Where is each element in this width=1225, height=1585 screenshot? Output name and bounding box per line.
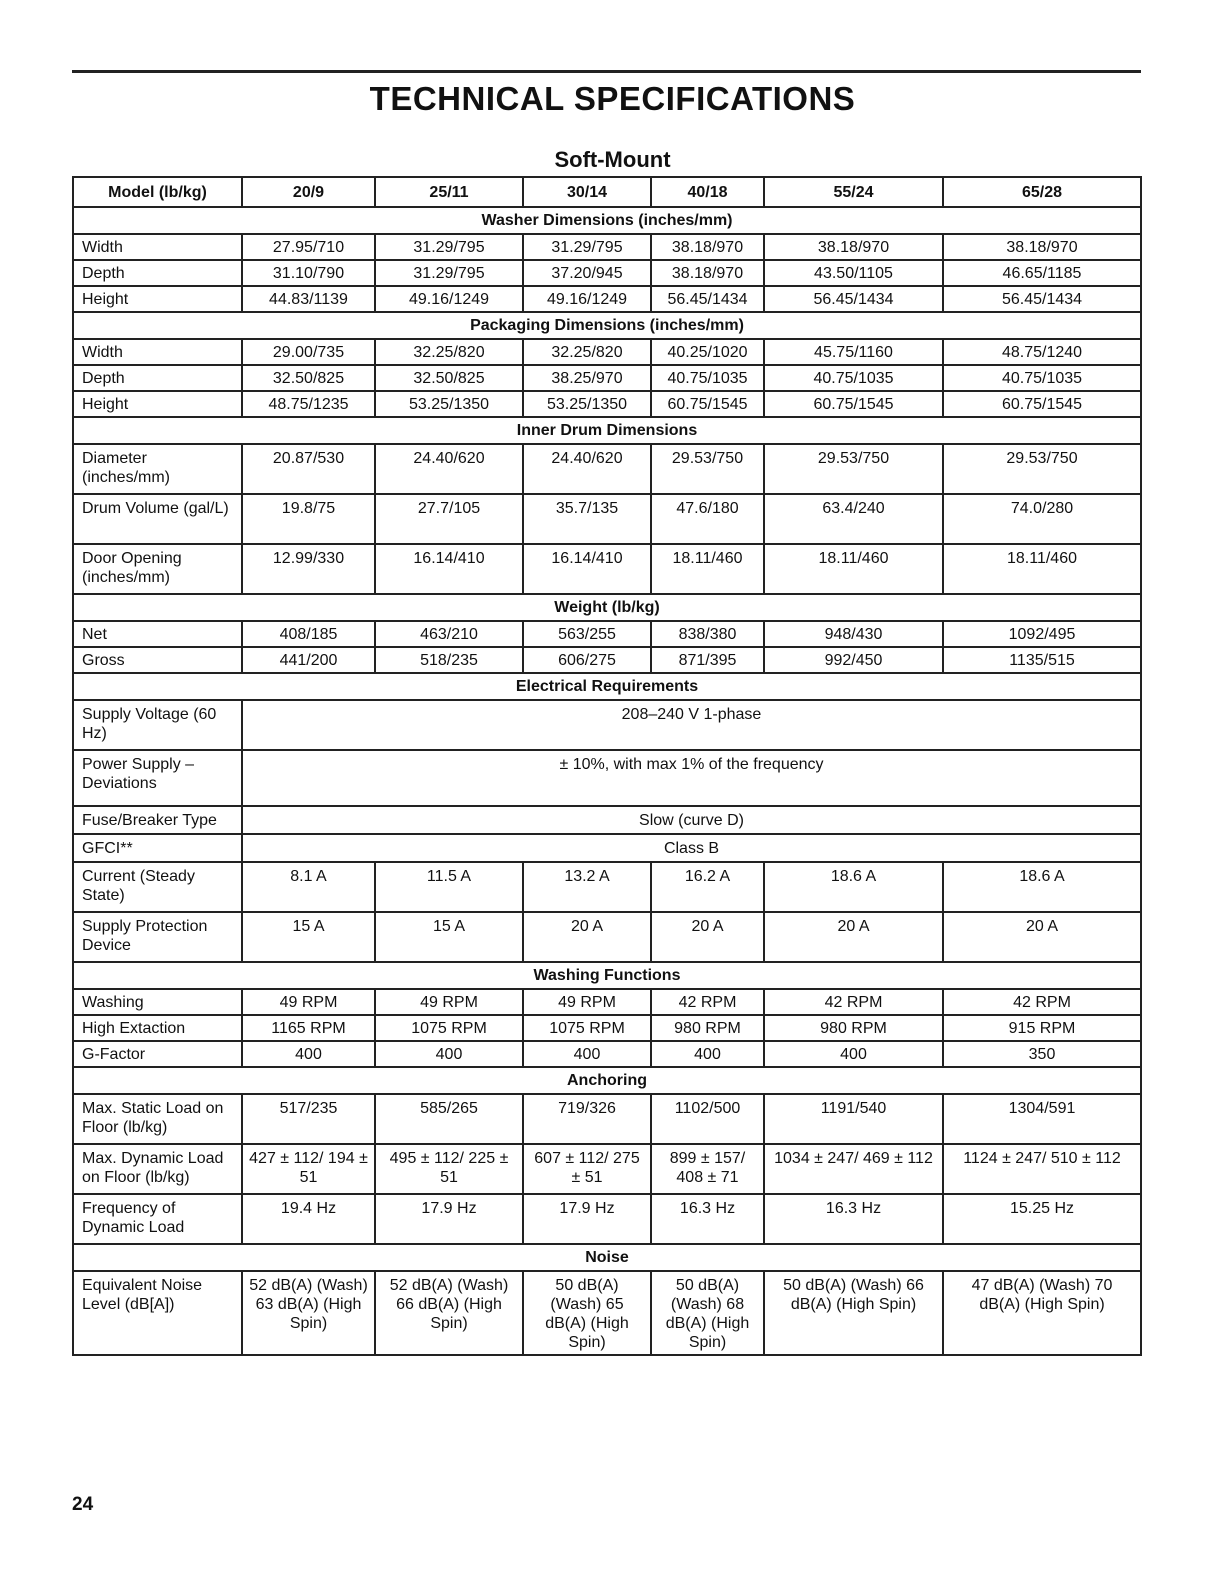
table-row: [73, 834, 1141, 862]
row-label: Current (Steady State): [73, 862, 242, 912]
cell-value: 400: [764, 1041, 943, 1067]
cell-value: 980 RPM: [764, 1015, 943, 1041]
table-row: [73, 544, 1141, 594]
table-row: [73, 365, 1141, 391]
row-label: Max. Static Load on Floor (lb/kg): [73, 1094, 242, 1144]
cell-value: 1135/515: [943, 647, 1141, 673]
section-title-washing-functions: Washing Functions: [73, 962, 1141, 989]
section-title-weight: Weight (lb/kg): [73, 594, 1141, 621]
row-label: Height: [73, 391, 242, 417]
row-label: Frequency of Dynamic Load: [73, 1194, 242, 1244]
cell-value: 871/395: [651, 647, 764, 673]
cell-value: 44.83/1139: [242, 286, 375, 312]
cell-value: 32.50/825: [242, 365, 375, 391]
specifications-table: [72, 176, 1142, 1356]
cell-value: 1102/500: [651, 1094, 764, 1144]
header-model: Model (lb/kg): [73, 177, 242, 207]
cell-value: 1165 RPM: [242, 1015, 375, 1041]
cell-value: 29.53/750: [651, 444, 764, 494]
table-row: [73, 339, 1141, 365]
table-row: [73, 286, 1141, 312]
cell-value: 1034 ± 247/ 469 ± 112: [764, 1144, 943, 1194]
cell-value: 980 RPM: [651, 1015, 764, 1041]
table-row: [73, 1144, 1141, 1194]
cell-value: 18.11/460: [764, 544, 943, 594]
cell-value: 899 ± 157/ 408 ± 71: [651, 1144, 764, 1194]
cell-value: 20 A: [764, 912, 943, 962]
cell-value: 60.75/1545: [943, 391, 1141, 417]
section-row: [73, 962, 1141, 989]
cell-value: 50 dB(A) (Wash) 66 dB(A) (High Spin): [764, 1271, 943, 1355]
row-label: Fuse/Breaker Type: [73, 806, 242, 834]
section-row: [73, 594, 1141, 621]
cell-value: 49.16/1249: [375, 286, 523, 312]
cell-value: 1124 ± 247/ 510 ± 112: [943, 1144, 1141, 1194]
row-label: Depth: [73, 365, 242, 391]
page-title: TECHNICAL SPECIFICATIONS: [369, 80, 856, 117]
cell-value: 350: [943, 1041, 1141, 1067]
table-row: [73, 1271, 1141, 1355]
cell-value: 48.75/1235: [242, 391, 375, 417]
cell-value: 15.25 Hz: [943, 1194, 1141, 1244]
cell-value: 31.29/795: [523, 234, 651, 260]
cell-value: 948/430: [764, 621, 943, 647]
table-row: [73, 647, 1141, 673]
table-row: [73, 750, 1141, 806]
row-label: G-Factor: [73, 1041, 242, 1067]
cell-value: 463/210: [375, 621, 523, 647]
cell-value: 38.18/970: [764, 234, 943, 260]
cell-value: 517/235: [242, 1094, 375, 1144]
row-label: Width: [73, 339, 242, 365]
table-row: [73, 862, 1141, 912]
cell-value: 1304/591: [943, 1094, 1141, 1144]
row-label: Door Opening (inches/mm): [73, 544, 242, 594]
cell-value: 38.18/970: [943, 234, 1141, 260]
section-row: [73, 417, 1141, 444]
cell-value: 838/380: [651, 621, 764, 647]
row-label: Diameter (inches/mm): [73, 444, 242, 494]
row-label: Drum Volume (gal/L): [73, 494, 242, 544]
cell-value: 74.0/280: [943, 494, 1141, 544]
cell-value: 32.25/820: [523, 339, 651, 365]
cell-value: 1075 RPM: [375, 1015, 523, 1041]
cell-value: 42 RPM: [764, 989, 943, 1015]
cell-value: 16.14/410: [375, 544, 523, 594]
table-row: [73, 391, 1141, 417]
section-title-anchoring: Anchoring: [73, 1067, 1141, 1094]
row-label: Equivalent Noise Level (dB[A]): [73, 1271, 242, 1355]
table-row: [73, 444, 1141, 494]
cell-value: 20 A: [651, 912, 764, 962]
cell-value: 20 A: [523, 912, 651, 962]
cell-value: 31.29/795: [375, 234, 523, 260]
cell-value: 400: [375, 1041, 523, 1067]
cell-value: 56.45/1434: [651, 286, 764, 312]
cell-value: 52 dB(A) (Wash) 63 dB(A) (High Spin): [242, 1271, 375, 1355]
table-row: [73, 989, 1141, 1015]
cell-value: 17.9 Hz: [375, 1194, 523, 1244]
cell-value: 1191/540: [764, 1094, 943, 1144]
header-model-5: 55/24: [764, 177, 943, 207]
cell-value: 48.75/1240: [943, 339, 1141, 365]
row-label: Supply Voltage (60 Hz): [73, 700, 242, 750]
cell-value: 60.75/1545: [764, 391, 943, 417]
cell-value: 441/200: [242, 647, 375, 673]
section-title-washer-dimensions: Washer Dimensions (inches/mm): [73, 207, 1141, 234]
cell-value: 49 RPM: [523, 989, 651, 1015]
cell-value: 13.2 A: [523, 862, 651, 912]
row-label: Gross: [73, 647, 242, 673]
section-title-electrical: Electrical Requirements: [73, 673, 1141, 700]
cell-value: 20.87/530: [242, 444, 375, 494]
cell-value: 1092/495: [943, 621, 1141, 647]
cell-value: 495 ± 112/ 225 ± 51: [375, 1144, 523, 1194]
row-label: Width: [73, 234, 242, 260]
cell-value: 18.6 A: [764, 862, 943, 912]
cell-value: 18.6 A: [943, 862, 1141, 912]
cell-value: 18.11/460: [943, 544, 1141, 594]
cell-value: 12.99/330: [242, 544, 375, 594]
cell-value: 27.95/710: [242, 234, 375, 260]
table-row: [73, 1194, 1141, 1244]
header-row: [73, 177, 1141, 207]
cell-value: 15 A: [242, 912, 375, 962]
section-title-inner-drum: Inner Drum Dimensions: [73, 417, 1141, 444]
header-model-4: 40/18: [651, 177, 764, 207]
cell-value: 1075 RPM: [523, 1015, 651, 1041]
cell-value: 16.3 Hz: [764, 1194, 943, 1244]
cell-value: 400: [242, 1041, 375, 1067]
cell-value: 607 ± 112/ 275 ± 51: [523, 1144, 651, 1194]
cell-value: 606/275: [523, 647, 651, 673]
cell-value: 915 RPM: [943, 1015, 1141, 1041]
cell-value: 52 dB(A) (Wash) 66 dB(A) (High Spin): [375, 1271, 523, 1355]
cell-value: 17.9 Hz: [523, 1194, 651, 1244]
section-row: [73, 1067, 1141, 1094]
cell-value: 49 RPM: [375, 989, 523, 1015]
table-row: [73, 234, 1141, 260]
header-model-3: 30/14: [523, 177, 651, 207]
cell-value: 29.00/735: [242, 339, 375, 365]
row-label: Max. Dynamic Load on Floor (lb/kg): [73, 1144, 242, 1194]
table-row: [73, 494, 1141, 544]
table-subtitle: Soft-Mount: [554, 147, 671, 172]
specifications-table-body: [73, 177, 1141, 1355]
cell-value: 400: [651, 1041, 764, 1067]
header-model-1: 20/9: [242, 177, 375, 207]
cell-value: 49.16/1249: [523, 286, 651, 312]
cell-value: 56.45/1434: [943, 286, 1141, 312]
cell-value: 19.4 Hz: [242, 1194, 375, 1244]
row-label: Washing: [73, 989, 242, 1015]
cell-value: 518/235: [375, 647, 523, 673]
cell-value: 31.29/795: [375, 260, 523, 286]
table-row: [73, 260, 1141, 286]
section-row: [73, 207, 1141, 234]
spanned-value: Class B: [242, 834, 1141, 862]
cell-value: 16.2 A: [651, 862, 764, 912]
table-row: [73, 1015, 1141, 1041]
cell-value: 49 RPM: [242, 989, 375, 1015]
cell-value: 38.18/970: [651, 234, 764, 260]
cell-value: 16.3 Hz: [651, 1194, 764, 1244]
top-rule: [72, 70, 1141, 73]
cell-value: 56.45/1434: [764, 286, 943, 312]
table-row: [73, 1041, 1141, 1067]
row-label: Height: [73, 286, 242, 312]
cell-value: 40.75/1035: [764, 365, 943, 391]
cell-value: 46.65/1185: [943, 260, 1141, 286]
spanned-value: Slow (curve D): [242, 806, 1141, 834]
cell-value: 18.11/460: [651, 544, 764, 594]
cell-value: 11.5 A: [375, 862, 523, 912]
cell-value: 40.25/1020: [651, 339, 764, 365]
cell-value: 37.20/945: [523, 260, 651, 286]
header-model-2: 25/11: [375, 177, 523, 207]
cell-value: 15 A: [375, 912, 523, 962]
table-row: [73, 621, 1141, 647]
cell-value: 992/450: [764, 647, 943, 673]
table-row: [73, 700, 1141, 750]
cell-value: 29.53/750: [764, 444, 943, 494]
section-title-noise: Noise: [73, 1244, 1141, 1271]
cell-value: 408/185: [242, 621, 375, 647]
cell-value: 427 ± 112/ 194 ± 51: [242, 1144, 375, 1194]
cell-value: 16.14/410: [523, 544, 651, 594]
cell-value: 563/255: [523, 621, 651, 647]
section-row: [73, 673, 1141, 700]
cell-value: 43.50/1105: [764, 260, 943, 286]
cell-value: 32.50/825: [375, 365, 523, 391]
cell-value: 42 RPM: [651, 989, 764, 1015]
spanned-value: 208–240 V 1-phase: [242, 700, 1141, 750]
cell-value: 42 RPM: [943, 989, 1141, 1015]
cell-value: 19.8/75: [242, 494, 375, 544]
cell-value: 27.7/105: [375, 494, 523, 544]
cell-value: 50 dB(A) (Wash) 65 dB(A) (High Spin): [523, 1271, 651, 1355]
cell-value: 40.75/1035: [943, 365, 1141, 391]
cell-value: 53.25/1350: [523, 391, 651, 417]
cell-value: 24.40/620: [375, 444, 523, 494]
cell-value: 400: [523, 1041, 651, 1067]
cell-value: 50 dB(A) (Wash) 68 dB(A) (High Spin): [651, 1271, 764, 1355]
cell-value: 35.7/135: [523, 494, 651, 544]
cell-value: 38.18/970: [651, 260, 764, 286]
cell-value: 40.75/1035: [651, 365, 764, 391]
row-label: Net: [73, 621, 242, 647]
row-label: Supply Protection Device: [73, 912, 242, 962]
table-row: [73, 1094, 1141, 1144]
cell-value: 60.75/1545: [651, 391, 764, 417]
cell-value: 45.75/1160: [764, 339, 943, 365]
cell-value: 47.6/180: [651, 494, 764, 544]
row-label: Depth: [73, 260, 242, 286]
section-row: [73, 312, 1141, 339]
table-row: [73, 806, 1141, 834]
cell-value: 24.40/620: [523, 444, 651, 494]
section-row: [73, 1244, 1141, 1271]
row-label: High Extaction: [73, 1015, 242, 1041]
header-model-6: 65/28: [943, 177, 1141, 207]
cell-value: 53.25/1350: [375, 391, 523, 417]
page-number: 24: [72, 1494, 94, 1515]
cell-value: 38.25/970: [523, 365, 651, 391]
cell-value: 29.53/750: [943, 444, 1141, 494]
cell-value: 8.1 A: [242, 862, 375, 912]
spanned-value: ± 10%, with max 1% of the frequency: [242, 750, 1141, 806]
cell-value: 63.4/240: [764, 494, 943, 544]
cell-value: 31.10/790: [242, 260, 375, 286]
section-title-packaging-dimensions: Packaging Dimensions (inches/mm): [73, 312, 1141, 339]
cell-value: 719/326: [523, 1094, 651, 1144]
row-label: GFCI**: [73, 834, 242, 862]
cell-value: 585/265: [375, 1094, 523, 1144]
row-label: Power Supply – Deviations: [73, 750, 242, 806]
cell-value: 47 dB(A) (Wash) 70 dB(A) (High Spin): [943, 1271, 1141, 1355]
cell-value: 32.25/820: [375, 339, 523, 365]
cell-value: 20 A: [943, 912, 1141, 962]
table-row: [73, 912, 1141, 962]
